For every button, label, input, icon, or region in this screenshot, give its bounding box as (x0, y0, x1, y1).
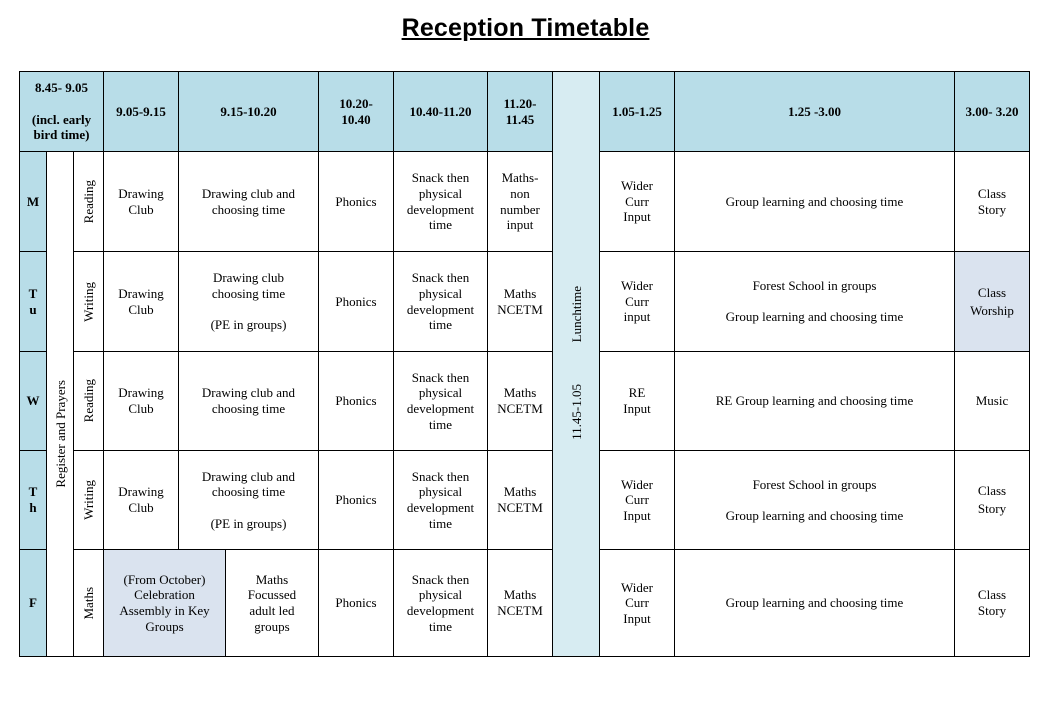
maths-cell: Maths NCETM (487, 450, 553, 550)
afternoon-cell: Forest School in groups Group learning and choosing time (674, 450, 955, 550)
end-of-day-cell: Class Story (954, 151, 1030, 252)
header-time-3: 9.15-10.20 (178, 71, 319, 152)
phonics-cell: Phonics (318, 251, 394, 352)
afternoon-cell: Group learning and choosing time (674, 549, 955, 657)
maths-cell: Maths- non number input (487, 151, 553, 252)
wider-curr-cell: Wider Curr Input (599, 450, 675, 550)
wider-curr-cell: Wider Curr Input (599, 151, 675, 252)
phonics-cell: Phonics (318, 450, 394, 550)
afternoon-cell: Group learning and choosing time (674, 151, 955, 252)
header-time-9: 1.25 -3.00 (674, 71, 955, 152)
snack-cell: Snack then physical development time (393, 450, 488, 550)
day-focus: Writing (73, 450, 104, 550)
lunch-label: Lunchtime (569, 285, 585, 343)
afternoon-cell: RE Group learning and choosing time (674, 351, 955, 451)
snack-cell: Snack then physical development time (393, 549, 488, 657)
phonics-cell: Phonics (318, 351, 394, 451)
day-focus: Writing (73, 251, 104, 352)
snack-cell: Snack then physical development time (393, 251, 488, 352)
phonics-cell: Phonics (318, 151, 394, 252)
wider-curr-cell: Wider Curr Input (599, 549, 675, 657)
page-title: Reception Timetable (401, 14, 650, 42)
early-activity: Drawing Club (103, 450, 179, 550)
lunch-column (552, 71, 600, 657)
maths-cell: Maths NCETM (487, 351, 553, 451)
snack-cell: Snack then physical development time (393, 351, 488, 451)
day-focus: Reading (73, 351, 104, 451)
day-label: T h (19, 450, 47, 550)
day-label: W (19, 351, 47, 451)
end-of-day-cell: Class Story (954, 549, 1030, 657)
day-label: T u (19, 251, 47, 352)
end-of-day-cell: Music (954, 351, 1030, 451)
register-label: Register and Prayers (53, 380, 69, 488)
day-focus: Maths (73, 549, 104, 657)
maths-cell: Maths NCETM (487, 549, 553, 657)
snack-cell: Snack then physical development time (393, 151, 488, 252)
header-time-8: 1.05-1.25 (599, 71, 675, 152)
early-activity: Drawing Club (103, 251, 179, 352)
day-focus: Reading (73, 151, 104, 252)
maths-cell: Maths NCETM (487, 251, 553, 352)
register-column (46, 151, 74, 657)
morning-activity: Drawing club and choosing time (PE in groups) (178, 450, 319, 550)
end-of-day-cell: Class Worship (954, 251, 1030, 352)
maths-focus-cell: Maths Focussed adult led groups (225, 549, 319, 657)
afternoon-cell: Forest School in groups Group learning and choosing time (674, 251, 955, 352)
morning-activity: Drawing club choosing time (PE in groups) (178, 251, 319, 352)
header-time-4: 10.20- 10.40 (318, 71, 394, 152)
header-time-6: 11.20- 11.45 (487, 71, 553, 152)
phonics-cell: Phonics (318, 549, 394, 657)
morning-activity: Drawing club and choosing time (178, 151, 319, 252)
wider-curr-cell: RE Input (599, 351, 675, 451)
header-time-2: 9.05-9.15 (103, 71, 179, 152)
early-activity: Drawing Club (103, 351, 179, 451)
early-activity: Drawing Club (103, 151, 179, 252)
header-time-10: 3.00- 3.20 (954, 71, 1030, 152)
lunch-time: 11.45-1.05 (569, 384, 585, 440)
header-time-1: 8.45- 9.05 (incl. early bird time) (19, 71, 104, 152)
end-of-day-cell: Class Story (954, 450, 1030, 550)
day-label: F (19, 549, 47, 657)
assembly-cell: (From October) Celebration Assembly in Key Groups (103, 549, 226, 657)
wider-curr-cell: Wider Curr input (599, 251, 675, 352)
day-label: M (19, 151, 47, 252)
header-time-5: 10.40-11.20 (393, 71, 488, 152)
morning-activity: Drawing club and choosing time (178, 351, 319, 451)
